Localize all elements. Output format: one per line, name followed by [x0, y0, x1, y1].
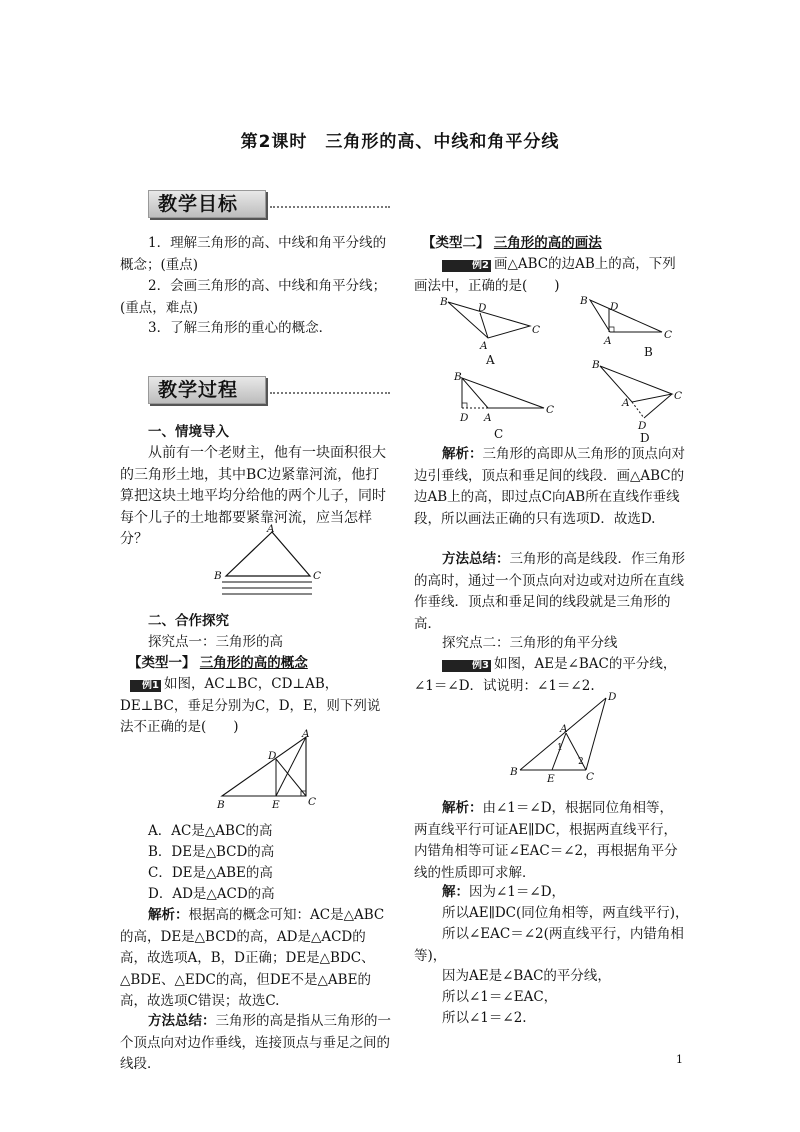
fig-b-caption: B	[644, 345, 653, 359]
goal-2: 2．会画三角形的高、中线和角平分线；(重点，难点)	[120, 278, 387, 316]
fig-c-caption: C	[494, 427, 504, 441]
fig-a-caption: A	[486, 353, 495, 367]
summary-2	[414, 549, 686, 635]
solution-line-2: 所以AE∥DC(同位角相等，两直线平行)，	[442, 905, 689, 921]
label-c: C	[313, 570, 322, 582]
angle-1-label: 1	[557, 743, 563, 753]
goal-1: 1．理解三角形的高、中线和角平分线的概念；(重点)	[120, 235, 387, 273]
analysis-2-body: 三角形的高即从三角形的顶点向对边引垂线，顶点和垂足间的线段．画△ABC的边AB上的高，即过点C向AB所在直线作垂线段，所以画法正确的只有选项D．故选D.	[414, 446, 685, 527]
fig-c-label-c: C	[546, 404, 555, 416]
analysis-3	[414, 798, 686, 884]
label-a: A	[560, 723, 568, 735]
label-e: E	[272, 799, 280, 811]
intro-triangle-figure	[210, 524, 320, 604]
solution-line-1	[442, 882, 714, 904]
solution-label: 解：	[442, 884, 469, 900]
option-d: D．AD是△ACD的高	[148, 886, 275, 902]
example-1-text	[120, 674, 392, 739]
page-title: 第2课时 三角形的高、中线和角平分线	[240, 132, 560, 152]
example-3-figure	[510, 688, 620, 784]
summary-1	[120, 1011, 392, 1076]
label-c: C	[308, 796, 317, 808]
analysis-1	[120, 905, 392, 1013]
page-number: 1	[676, 1053, 683, 1066]
type-1-title: 三角形的高的概念	[199, 655, 308, 671]
fig-a-label-d: D	[478, 302, 487, 314]
intro-text: 从前有一个老财主，他有一块面积很大的三角形土地，其中BC边紧靠河流，他打算把这块土地平均分给他的两个儿子，同时每个儿子的土地都要紧靠河流，应当怎样分？	[120, 445, 386, 547]
label-b: B	[510, 766, 518, 778]
analysis-2-label: 解析：	[442, 446, 483, 462]
fig-b-label-a: A	[604, 335, 612, 347]
type-2-title: 三角形的高的画法	[493, 235, 602, 251]
angle-2-label: 2	[578, 757, 584, 767]
analysis-1-body: 根据高的概念可知：AC是△ABC的高，DE是△BCD的高，AD是△ACD的高，故选项A，B，D正确；DE是△BDC、△BDE、△EDC的高，但DE不是△ABE的高，故选项C错误；故选C.	[120, 907, 385, 1009]
type-2-tag: 【类型二】	[422, 235, 490, 251]
summary-2-label: 方法总结：	[442, 551, 510, 567]
fig-c-label-a: A	[484, 412, 492, 424]
solution-step-1: 因为∠1＝∠D，	[469, 884, 566, 900]
fig-c-label-b: B	[454, 371, 462, 383]
analysis-3-body: 由∠1＝∠D，根据同位角相等，两直线平行可证AE∥DC，根据两直线平行，内错角相等可证∠EAC＝∠2，再根据角平分线的性质即可求解．	[414, 800, 678, 881]
fig-b-label-b: B	[580, 295, 588, 307]
goals-heading: 教学目标	[158, 193, 239, 215]
process-banner	[120, 376, 392, 406]
example-2-text	[414, 254, 686, 297]
fig-d-label-a: A	[622, 397, 630, 409]
fig-a-label-c: C	[532, 324, 541, 336]
solution-line-4: 因为AE是∠BAC的平分线，	[442, 968, 611, 984]
explore-heading: 二、合作探究	[148, 613, 229, 629]
intro-heading: 一、情境导入	[148, 424, 229, 440]
label-b: B	[214, 570, 222, 582]
label-a: A	[267, 523, 275, 535]
summary-2-body: 三角形的高是线段．作三角形的高时，通过一个顶点向对边或对边所在直线作垂线．顶点和垂足间的线段就是三角形的高．	[414, 551, 685, 632]
goal-3: 3．了解三角形的重心的概念．	[148, 320, 333, 336]
fig-b-label-c: C	[664, 329, 673, 341]
explore-point-2: 探究点二：三角形的角平分线	[442, 635, 618, 651]
solution-line-5: 所以∠1＝∠EAC，	[442, 989, 558, 1005]
summary-1-label: 方法总结：	[148, 1013, 216, 1029]
option-b: B．DE是△BCD的高	[148, 844, 275, 860]
goals-banner	[120, 190, 392, 220]
analysis-1-label: 解析：	[148, 907, 189, 923]
fig-d-label-b: B	[592, 359, 600, 371]
example-2-body: 画△ABC的边AB上的高，下列画法中，正确的是( )	[414, 256, 676, 294]
label-a: A	[302, 728, 310, 740]
example-1-tag: 例1	[130, 680, 161, 692]
process-heading: 教学过程	[158, 379, 239, 401]
solution-line-6: 所以∠1＝∠2.	[442, 1010, 527, 1026]
type-1-tag: 【类型一】	[128, 655, 196, 671]
label-e: E	[547, 773, 555, 785]
fig-c-label-d: D	[460, 412, 469, 424]
solution-line-3: 所以∠EAC＝∠2(两直线平行，内错角相等)，	[414, 926, 684, 964]
type-1-line	[128, 653, 400, 675]
fig-d-label-d: D	[638, 420, 647, 432]
type-2-line	[422, 233, 694, 255]
fig-d-caption: D	[640, 431, 650, 445]
label-d: D	[268, 750, 277, 762]
fig-a-label-b: B	[440, 296, 448, 308]
label-d: D	[608, 691, 617, 703]
label-c: C	[586, 771, 595, 783]
example-1-figure	[216, 728, 326, 811]
example-2-figures	[434, 296, 684, 444]
fig-a-label-a: A	[480, 340, 488, 352]
summary-1-body: 三角形的高是指从三角形的一个顶点向对边作垂线，连接顶点与垂足之间的线段．	[120, 1013, 391, 1072]
label-b: B	[217, 799, 225, 811]
option-c: C．DE是△ABE的高	[148, 865, 273, 881]
explore-point-1: 探究点一：三角形的高	[148, 634, 283, 650]
fig-b-label-d: D	[610, 301, 619, 313]
example-1-body: 如图，AC⊥BC，CD⊥AB，DE⊥BC，垂足分别为C，D，E，则下列说法不正确的是( )	[120, 676, 381, 735]
analysis-3-label: 解析：	[442, 800, 483, 816]
example-2-tag: 例2	[442, 260, 491, 272]
analysis-2	[414, 444, 686, 530]
fig-d-label-c: C	[674, 390, 683, 402]
example-3-tag: 例3	[442, 660, 491, 672]
example-3-body: 如图，AE是∠BAC的平分线，∠1＝∠D．试说明：∠1＝∠2.	[414, 656, 677, 694]
option-a: A．AC是△ABC的高	[148, 823, 273, 839]
